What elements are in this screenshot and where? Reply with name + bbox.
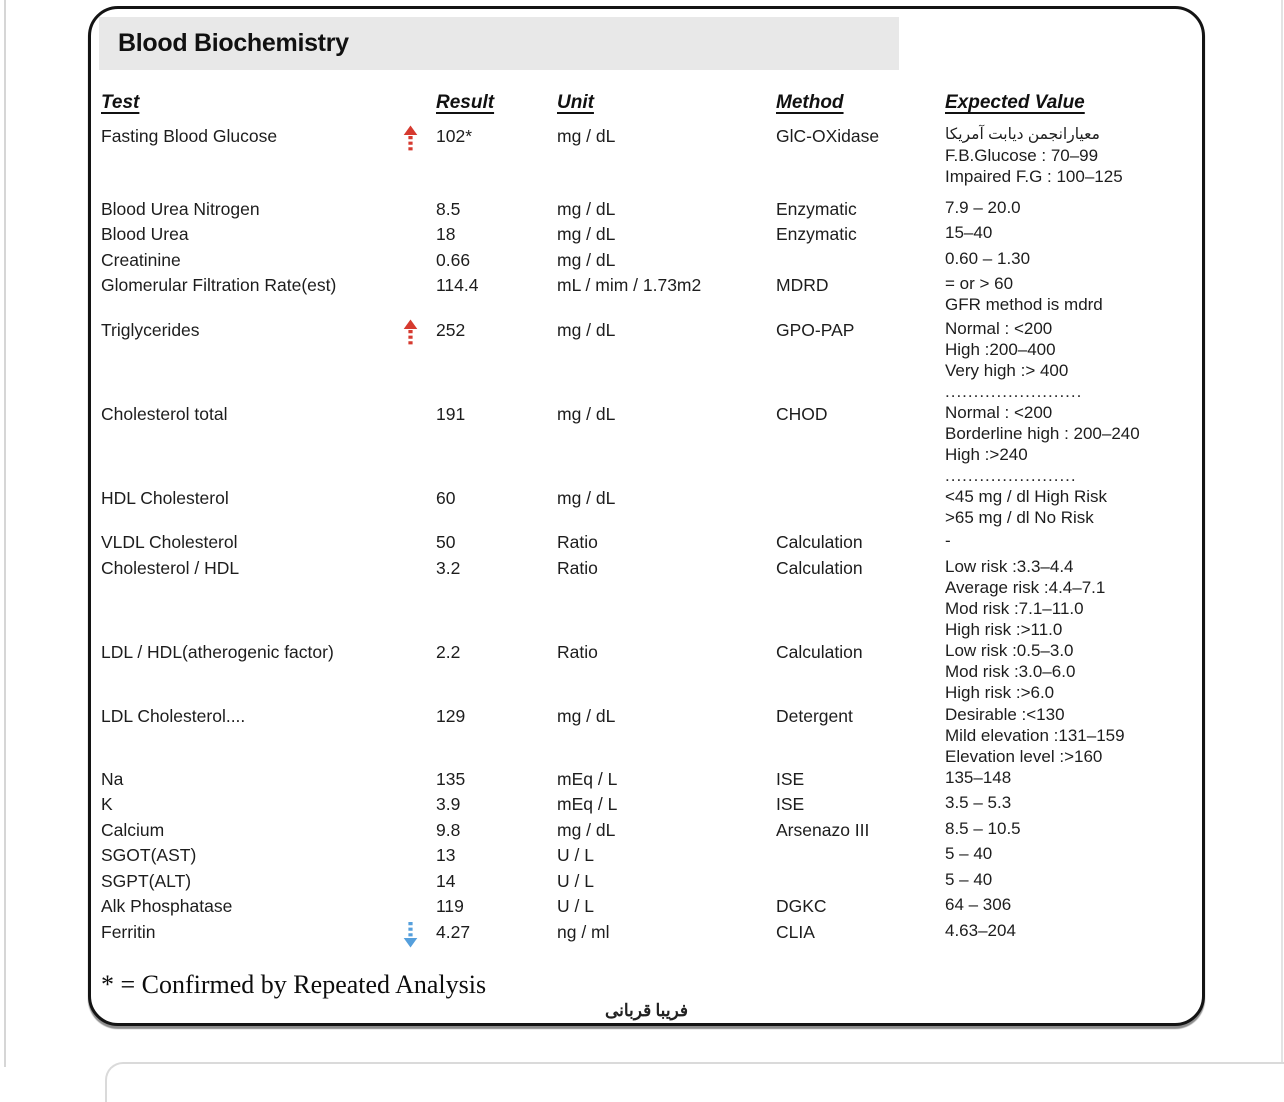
expected-value-cell bbox=[945, 402, 1194, 486]
expected-value-cell bbox=[945, 640, 1194, 703]
arrow-spacer-cell bbox=[403, 818, 436, 819]
test-name-cell: Triglycerides bbox=[101, 318, 403, 344]
expected-value-cell bbox=[945, 318, 1194, 402]
arrow-spacer-cell bbox=[403, 486, 436, 487]
test-name-cell: Blood Urea bbox=[101, 222, 403, 248]
unit-cell: Ratio bbox=[557, 530, 776, 556]
test-name-cell: HDL Cholesterol bbox=[101, 486, 403, 512]
result-cell: 3.9 bbox=[436, 792, 557, 818]
column-header-result: Result bbox=[436, 90, 557, 116]
expected-value-cell bbox=[945, 530, 1194, 551]
expected-value-line: Borderline high : 200–240 bbox=[945, 423, 1194, 444]
result-cell: 129 bbox=[436, 704, 557, 730]
page-right-edge-line bbox=[1281, 0, 1283, 1067]
arrow-spacer-cell bbox=[403, 197, 436, 198]
unit-cell: Ratio bbox=[557, 640, 776, 666]
method-cell: Enzymatic bbox=[776, 197, 945, 223]
expected-value-line: High risk :>6.0 bbox=[945, 682, 1194, 703]
expected-value-cell bbox=[945, 920, 1194, 941]
method-cell: ISE bbox=[776, 792, 945, 818]
result-cell: 119 bbox=[436, 894, 557, 920]
result-cell: 50 bbox=[436, 530, 557, 556]
test-name-cell: Fasting Blood Glucose bbox=[101, 124, 403, 150]
result-cell: 14 bbox=[436, 869, 557, 895]
result-cell: 0.66 bbox=[436, 248, 557, 274]
unit-cell: U / L bbox=[557, 843, 776, 869]
result-cell: 191 bbox=[436, 402, 557, 428]
test-name-cell: Cholesterol / HDL bbox=[101, 556, 403, 582]
column-header-method: Method bbox=[776, 90, 945, 116]
result-cell: 102* bbox=[436, 124, 557, 150]
expected-value-line: 135–148 bbox=[945, 767, 1194, 788]
expected-value-line: 3.5 – 5.3 bbox=[945, 792, 1194, 813]
test-name-cell: SGOT(AST) bbox=[101, 843, 403, 869]
method-cell: ISE bbox=[776, 767, 945, 793]
expected-value-line: 5 – 40 bbox=[945, 843, 1194, 864]
expected-value-line: High :>240 bbox=[945, 444, 1194, 465]
column-header-test: Test bbox=[101, 90, 403, 116]
table-row bbox=[101, 869, 1194, 895]
method-cell: CLIA bbox=[776, 920, 945, 946]
result-cell: 135 bbox=[436, 767, 557, 793]
expected-value-line: High risk :>11.0 bbox=[945, 619, 1194, 640]
arrow-spacer-cell bbox=[403, 869, 436, 870]
expected-value-line: Normal : <200 bbox=[945, 318, 1194, 339]
unit-cell: mg / dL bbox=[557, 486, 776, 512]
table-row bbox=[101, 222, 1194, 248]
expected-value-line: Mod risk :3.0–6.0 bbox=[945, 661, 1194, 682]
expected-value-line: High :200–400 bbox=[945, 339, 1194, 360]
arrow-spacer-cell bbox=[403, 222, 436, 223]
unit-cell: mEq / L bbox=[557, 792, 776, 818]
unit-cell: mg / dL bbox=[557, 402, 776, 428]
report-title-bar bbox=[99, 17, 899, 70]
expected-value-line: GFR method is mdrd bbox=[945, 294, 1194, 315]
expected-value-cell bbox=[945, 556, 1194, 640]
expected-value-line: Low risk :3.3–4.4 bbox=[945, 556, 1194, 577]
page-left-edge-line bbox=[4, 0, 6, 1067]
expected-value-line: معیارانجمن دیابت آمریکا bbox=[945, 124, 1194, 145]
method-cell: DGKC bbox=[776, 894, 945, 920]
unit-cell: mg / dL bbox=[557, 248, 776, 274]
test-name-cell: SGPT(ALT) bbox=[101, 869, 403, 895]
test-name-cell: K bbox=[101, 792, 403, 818]
result-cell: 13 bbox=[436, 843, 557, 869]
high-value-up-arrow-icon bbox=[403, 318, 436, 346]
arrow-spacer-cell bbox=[403, 248, 436, 249]
expected-value-cell bbox=[945, 792, 1194, 813]
expected-value-cell bbox=[945, 704, 1194, 767]
low-value-down-arrow-icon bbox=[403, 920, 436, 948]
method-cell: Enzymatic bbox=[776, 222, 945, 248]
table-row bbox=[101, 843, 1194, 869]
table-row bbox=[101, 792, 1194, 818]
arrow-spacer-cell bbox=[403, 843, 436, 844]
test-name-cell: LDL Cholesterol.... bbox=[101, 704, 403, 730]
expected-value-line: ....................... bbox=[945, 465, 1194, 486]
expected-value-line: Impaired F.G : 100–125 bbox=[945, 166, 1194, 187]
report-title: Blood Biochemistry bbox=[118, 29, 349, 58]
expected-value-cell bbox=[945, 273, 1194, 315]
unit-cell: mg / dL bbox=[557, 124, 776, 150]
method-cell: MDRD bbox=[776, 273, 945, 299]
table-row bbox=[101, 704, 1194, 767]
table-row bbox=[101, 124, 1194, 187]
unit-cell: mg / dL bbox=[557, 222, 776, 248]
expected-value-cell bbox=[945, 869, 1194, 890]
next-section-card-edge bbox=[105, 1062, 1284, 1102]
test-name-cell: Glomerular Filtration Rate(est) bbox=[101, 273, 403, 299]
expected-value-cell bbox=[945, 894, 1194, 915]
result-cell: 60 bbox=[436, 486, 557, 512]
table-row bbox=[101, 273, 1194, 315]
column-header-spacer bbox=[403, 90, 436, 91]
test-name-cell: Calcium bbox=[101, 818, 403, 844]
arrow-spacer-cell bbox=[403, 530, 436, 531]
high-value-up-arrow-icon bbox=[403, 124, 436, 152]
table-row bbox=[101, 920, 1194, 948]
arrow-spacer-cell bbox=[403, 556, 436, 557]
result-cell: 18 bbox=[436, 222, 557, 248]
expected-value-line: Low risk :0.5–3.0 bbox=[945, 640, 1194, 661]
expected-value-line: 7.9 – 20.0 bbox=[945, 197, 1194, 218]
unit-cell: mL / mim / 1.73m2 bbox=[557, 273, 776, 299]
table-row bbox=[101, 248, 1194, 274]
test-name-cell: LDL / HDL(atherogenic factor) bbox=[101, 640, 403, 666]
arrow-spacer-cell bbox=[403, 894, 436, 895]
test-name-cell: Cholesterol total bbox=[101, 402, 403, 428]
expected-value-line: 64 – 306 bbox=[945, 894, 1194, 915]
table-row bbox=[101, 197, 1194, 223]
expected-value-cell bbox=[945, 248, 1194, 269]
table-row bbox=[101, 530, 1194, 556]
table-row bbox=[101, 818, 1194, 844]
expected-value-line: 4.63–204 bbox=[945, 920, 1194, 941]
method-cell: GlC-OXidase bbox=[776, 124, 945, 150]
confirmed-footnote: * = Confirmed by Repeated Analysis bbox=[101, 970, 1202, 1000]
expected-value-line: F.B.Glucose : 70–99 bbox=[945, 145, 1194, 166]
arrow-spacer-cell bbox=[403, 402, 436, 403]
expected-value-cell bbox=[945, 222, 1194, 243]
column-header-expected: Expected Value bbox=[945, 90, 1194, 116]
table-row bbox=[101, 318, 1194, 402]
unit-cell: mg / dL bbox=[557, 704, 776, 730]
method-cell: GPO-PAP bbox=[776, 318, 945, 344]
test-name-cell: VLDL Cholesterol bbox=[101, 530, 403, 556]
table-row bbox=[101, 767, 1194, 793]
arrow-spacer-cell bbox=[403, 704, 436, 705]
method-cell: Calculation bbox=[776, 530, 945, 556]
test-name-cell: Alk Phosphatase bbox=[101, 894, 403, 920]
signature-text: فریبا قربانی bbox=[91, 1001, 1202, 1021]
table-header-row bbox=[101, 90, 1194, 116]
expected-value-cell bbox=[945, 767, 1194, 788]
unit-cell: mg / dL bbox=[557, 318, 776, 344]
unit-cell: Ratio bbox=[557, 556, 776, 582]
arrow-spacer-cell bbox=[403, 640, 436, 641]
result-cell: 3.2 bbox=[436, 556, 557, 582]
method-cell: Detergent bbox=[776, 704, 945, 730]
results-table bbox=[91, 90, 1202, 948]
test-name-cell: Na bbox=[101, 767, 403, 793]
method-cell: Calculation bbox=[776, 556, 945, 582]
arrow-spacer-cell bbox=[403, 273, 436, 274]
table-row bbox=[101, 556, 1194, 640]
result-cell: 8.5 bbox=[436, 197, 557, 223]
result-cell: 4.27 bbox=[436, 920, 557, 946]
result-cell: 114.4 bbox=[436, 273, 557, 299]
test-name-cell: Blood Urea Nitrogen bbox=[101, 197, 403, 223]
arrow-spacer-cell bbox=[403, 792, 436, 793]
test-name-cell: Ferritin bbox=[101, 920, 403, 946]
expected-value-line: >65 mg / dl No Risk bbox=[945, 507, 1194, 528]
expected-value-line: Mod risk :7.1–11.0 bbox=[945, 598, 1194, 619]
expected-value-line: <45 mg / dl High Risk bbox=[945, 486, 1194, 507]
unit-cell: U / L bbox=[557, 894, 776, 920]
method-cell: Arsenazo III bbox=[776, 818, 945, 844]
expected-value-line: Normal : <200 bbox=[945, 402, 1194, 423]
column-header-unit: Unit bbox=[557, 90, 776, 116]
unit-cell: ng / ml bbox=[557, 920, 776, 946]
table-body bbox=[101, 124, 1194, 948]
expected-value-line: Elevation level :>160 bbox=[945, 746, 1194, 767]
test-name-cell: Creatinine bbox=[101, 248, 403, 274]
expected-value-line: - bbox=[945, 530, 1194, 551]
table-row bbox=[101, 486, 1194, 528]
unit-cell: mg / dL bbox=[557, 818, 776, 844]
expected-value-cell bbox=[945, 486, 1194, 528]
expected-value-line: Mild elevation :131–159 bbox=[945, 725, 1194, 746]
expected-value-cell bbox=[945, 124, 1194, 187]
result-cell: 9.8 bbox=[436, 818, 557, 844]
expected-value-line: Very high :> 400 bbox=[945, 360, 1194, 381]
expected-value-line: 0.60 – 1.30 bbox=[945, 248, 1194, 269]
method-cell: CHOD bbox=[776, 402, 945, 428]
expected-value-line: Average risk :4.4–7.1 bbox=[945, 577, 1194, 598]
expected-value-line: 5 – 40 bbox=[945, 869, 1194, 890]
table-row bbox=[101, 894, 1194, 920]
expected-value-line: 8.5 – 10.5 bbox=[945, 818, 1194, 839]
expected-value-cell bbox=[945, 818, 1194, 839]
blood-biochemistry-report-card bbox=[88, 6, 1205, 1026]
expected-value-cell bbox=[945, 843, 1194, 864]
expected-value-line: Desirable :<130 bbox=[945, 704, 1194, 725]
result-cell: 2.2 bbox=[436, 640, 557, 666]
arrow-spacer-cell bbox=[403, 767, 436, 768]
expected-value-line: ........................ bbox=[945, 381, 1194, 402]
unit-cell: mg / dL bbox=[557, 197, 776, 223]
expected-value-line: 15–40 bbox=[945, 222, 1194, 243]
unit-cell: mEq / L bbox=[557, 767, 776, 793]
result-cell: 252 bbox=[436, 318, 557, 344]
table-row bbox=[101, 640, 1194, 703]
expected-value-cell bbox=[945, 197, 1194, 218]
unit-cell: U / L bbox=[557, 869, 776, 895]
table-row bbox=[101, 402, 1194, 486]
method-cell: Calculation bbox=[776, 640, 945, 666]
expected-value-line: = or > 60 bbox=[945, 273, 1194, 294]
